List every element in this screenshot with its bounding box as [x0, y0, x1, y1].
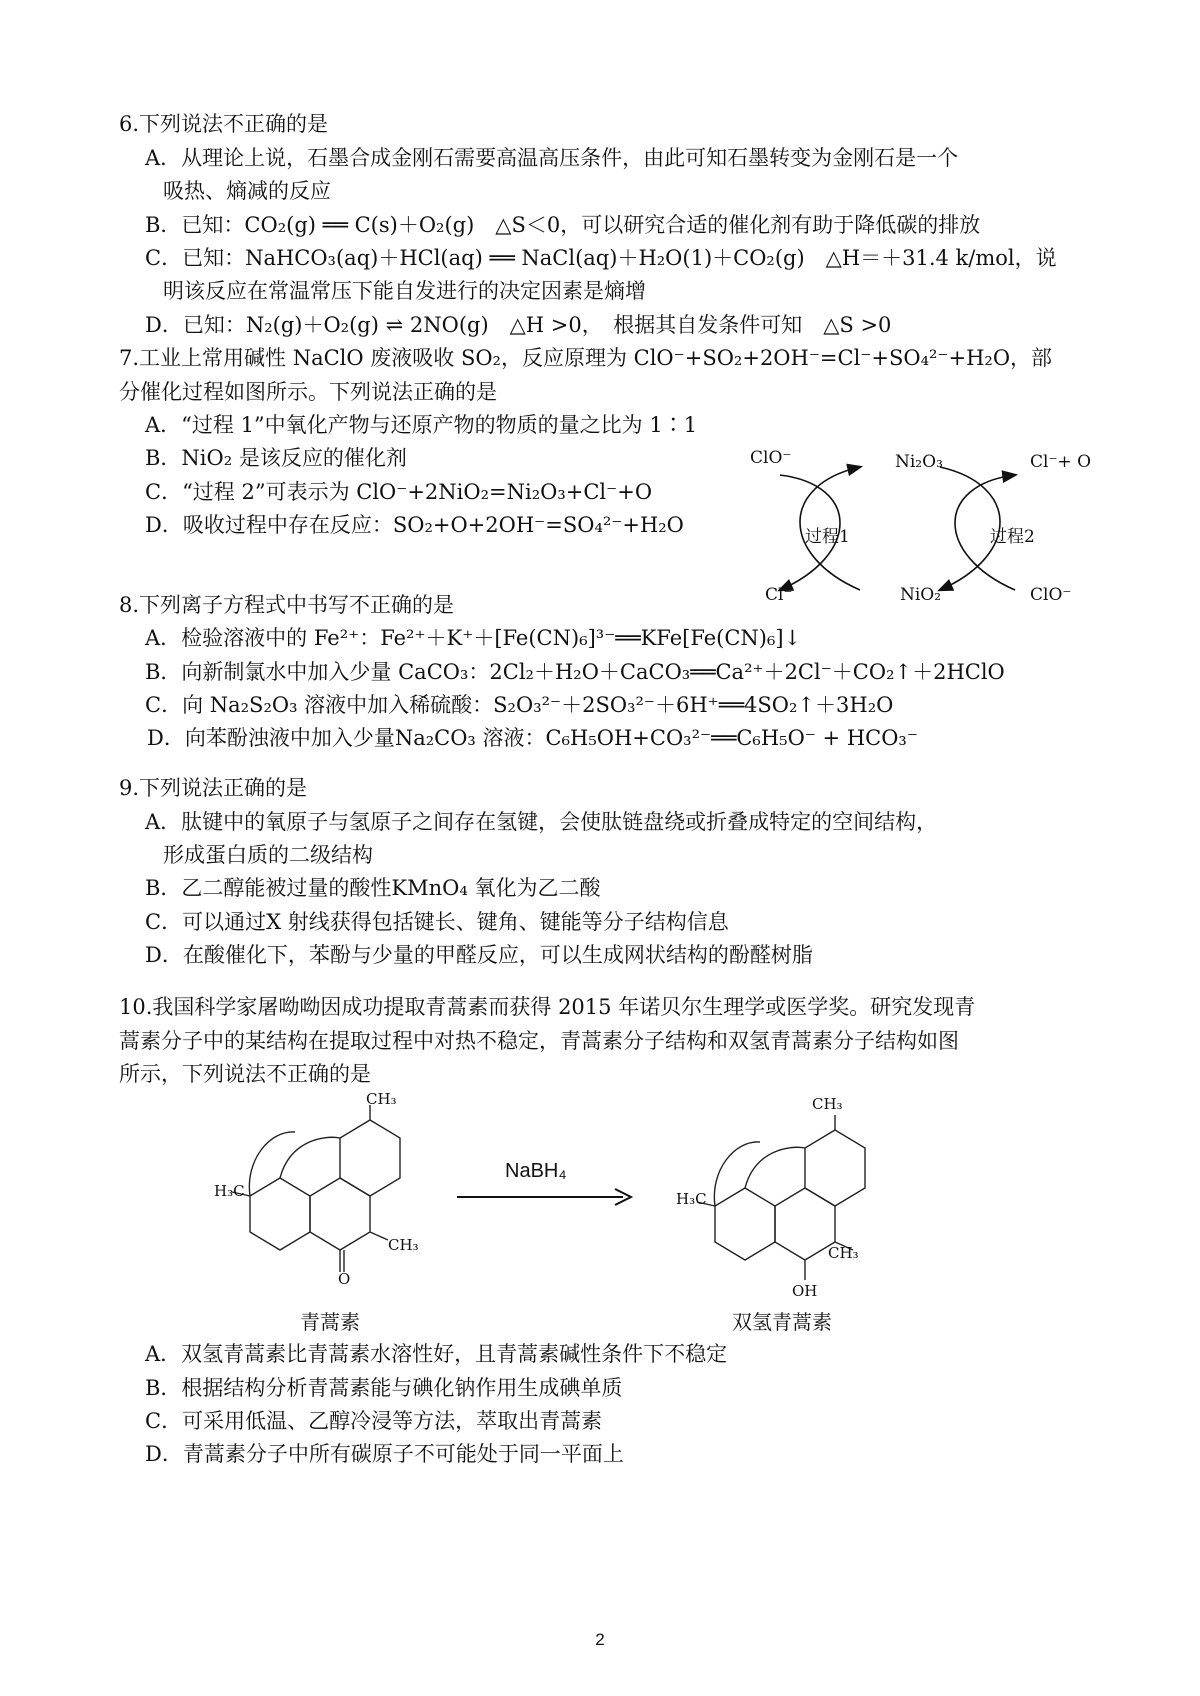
diagram-clo-right: ClO⁻	[1030, 585, 1072, 605]
dihydro-oh: OH	[792, 1282, 818, 1300]
artemisinin-carbonyl-o: O	[338, 1270, 351, 1288]
q6-option-b: B．已知：CO₂(g) ══ C(s)＋O₂(g) △S＜0，可以研究合适的催化剂有助于降低碳的排放	[145, 213, 981, 237]
q6-option-a: A．从理论上说，石墨合成金刚石需要高温高压条件，由此可知石墨转变为金刚石是一个	[145, 146, 959, 170]
diagram-process1: 过程1	[805, 527, 850, 547]
q9-stem: 9.下列说法正确的是	[119, 776, 308, 800]
artemisinin-ch3-bottom: CH₃	[388, 1236, 419, 1254]
q6-option-c: C．已知：NaHCO₃(aq)＋HCl(aq) ══ NaCl(aq)＋H₂O(1)＋CO₂(g) △H＝＋31.4 k/mol，说	[145, 246, 1057, 270]
page-number: 2	[595, 1630, 605, 1649]
dihydroartemisinin-structure-diagram	[685, 1110, 905, 1290]
artemisinin-ch3-top: CH₃	[366, 1090, 397, 1108]
artemisinin-name-label: 青蒿素	[300, 1310, 360, 1334]
q9-option-c: C．可以通过X 射线获得包括键长、键角、键能等分子结构信息	[145, 910, 729, 934]
q8-option-b: B．向新制氯水中加入少量 CaCO₃：2Cl₂＋H₂O＋CaCO₃══Ca²⁺＋2Cl⁻＋CO₂↑＋2HClO	[145, 660, 1005, 684]
diagram-cl-left: Cl⁻	[765, 585, 793, 605]
q10-stem-cont-2: 所示，下列说法不正确的是	[119, 1062, 371, 1086]
dihydro-h3c: H₃C	[676, 1190, 707, 1208]
diagram-process2: 过程2	[990, 527, 1035, 547]
q8-option-a: A．检验溶液中的 Fe²⁺：Fe²⁺＋K⁺＋[Fe(CN)₆]³⁻══KFe[Fe(CN)₆]↓	[145, 626, 802, 650]
reagent-nabh4: NaBH₄	[505, 1160, 567, 1182]
diagram-ni2o3: Ni₂O₃	[895, 452, 943, 472]
q9-option-a-cont: 形成蛋白质的二级结构	[163, 843, 373, 867]
artemisinin-h3c: H₃C	[214, 1182, 245, 1200]
diagram-nio2: NiO₂	[900, 585, 942, 605]
dihydroartemisinin-name-label: 双氢青蒿素	[732, 1310, 832, 1334]
q7-option-b: B．NiO₂ 是该反应的催化剂	[145, 446, 407, 470]
q8-stem: 8.下列离子方程式中书写不正确的是	[119, 593, 455, 617]
q8-option-d: D．向苯酚浊液中加入少量Na₂CO₃ 溶液：C₆H₅OH+CO₃²⁻══C₆H₅O⁻ + HCO₃⁻	[147, 726, 918, 750]
q6-option-d: D．已知：N₂(g)＋O₂(g) ⇌ 2NO(g) △H >0， 根据其自发条件可知 △S >0	[145, 313, 892, 337]
q7-option-c: C．“过程 2”可表示为 ClO⁻+2NiO₂=Ni₂O₃+Cl⁻+O	[145, 480, 653, 504]
q10-option-c: C．可采用低温、乙醇冷浸等方法，萃取出青蒿素	[145, 1409, 603, 1433]
q7-stem: 7.工业上常用碱性 NaClO 废液吸收 SO₂，反应原理为 ClO⁻+SO₂+2OH⁻=Cl⁻+SO₄²⁻+H₂O，部	[119, 346, 1053, 370]
q8-option-c: C．向 Na₂S₂O₃ 溶液中加入稀硫酸：S₂O₃²⁻＋2SO₃²⁻＋6H⁺══4SO₂↑＋3H₂O	[145, 693, 894, 717]
reaction-arrow-icon	[455, 1185, 635, 1209]
q9-option-d: D．在酸催化下，苯酚与少量的甲醛反应，可以生成网状结构的酚醛树脂	[145, 943, 813, 967]
q10-option-d: D．青蒿素分子中所有碳原子不可能处于同一平面上	[145, 1442, 624, 1466]
q6-option-a-cont: 吸热、熵减的反应	[163, 179, 331, 203]
q9-option-a: A．肽键中的氧原子与氢原子之间存在氢键，会使肽链盘绕或折叠成特定的空间结构，	[145, 810, 938, 834]
q10-stem: 10.我国科学家屠呦呦因成功提取青蒿素而获得 2015 年诺贝尔生理学或医学奖。研究发现青	[119, 995, 976, 1019]
q10-option-b: B．根据结构分析青蒿素能与碘化钠作用生成碘单质	[145, 1376, 623, 1400]
q6-option-c-cont: 明该反应在常温常压下能自发进行的决定因素是熵增	[163, 279, 646, 303]
q10-stem-cont-1: 蒿素分子中的某结构在提取过程中对热不稳定，青蒿素分子结构和双氢青蒿素分子结构如图	[119, 1029, 959, 1053]
q7-option-d: D．吸收过程中存在反应：SO₂+O+2OH⁻=SO₄²⁻+H₂O	[145, 513, 684, 537]
q10-option-a: A．双氢青蒿素比青蒿素水溶性好，且青蒿素碱性条件下不稳定	[145, 1342, 728, 1366]
dihydro-ch3-bottom: CH₃	[828, 1244, 859, 1262]
diagram-clo-left: ClO⁻	[750, 448, 792, 468]
diagram-cl-o: Cl⁻+ O	[1030, 452, 1092, 472]
dihydro-ch3-top: CH₃	[812, 1095, 843, 1113]
q7-option-a: A．“过程 1”中氧化产物与还原产物的物质的量之比为 1∶1	[145, 413, 698, 437]
q7-stem-cont: 分催化过程如图所示。下列说法正确的是	[119, 380, 497, 404]
q9-option-b: B．乙二醇能被过量的酸性KMnO₄ 氧化为乙二酸	[145, 876, 601, 900]
q6-stem: 6.下列说法不正确的是	[119, 112, 329, 136]
